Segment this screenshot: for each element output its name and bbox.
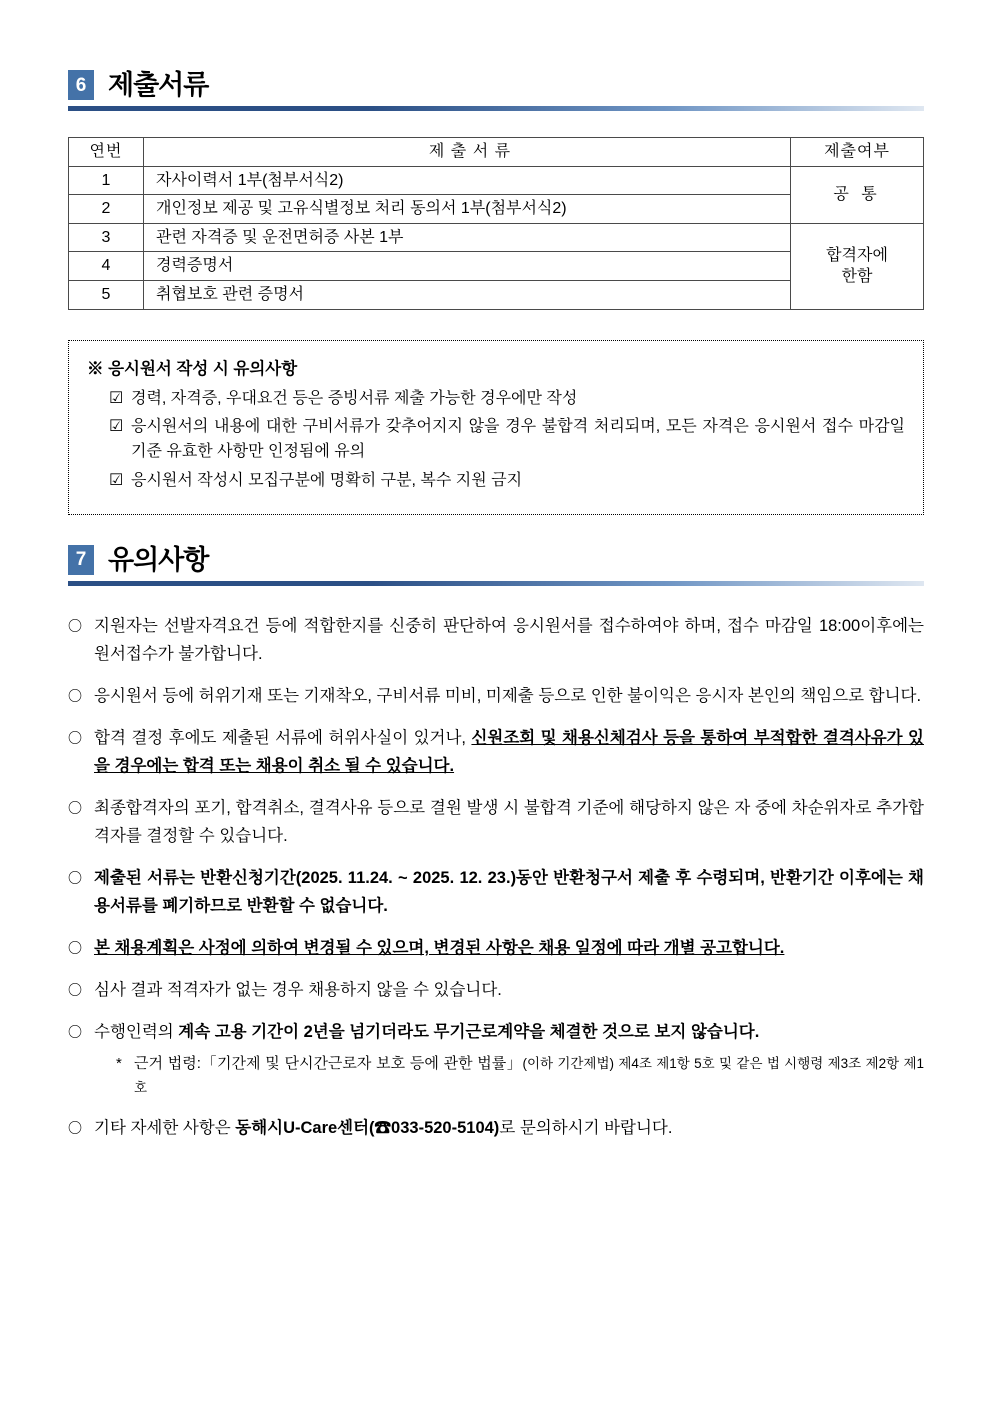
notice-sub-note xyxy=(116,1052,924,1100)
notice-part: 수행인력의 xyxy=(94,1023,179,1042)
notice-part-emphasis: 본 채용계획은 사정에 의하여 변경될 수 있으며, 변경된 사항은 채용 일정에 따라 개별 공고합니다. xyxy=(94,939,785,958)
circle-bullet-icon: 〇 xyxy=(68,940,82,957)
row-document: 취협보호 관련 증명서 xyxy=(144,280,791,309)
submit-passers-line1: 합격자에 xyxy=(826,246,888,264)
notice-part-emphasis: 계속 고용 기간이 2년을 넘기더라도 무기근로계약을 체결한 것으로 보지 않습니다. xyxy=(178,1023,760,1042)
notice-text xyxy=(94,724,924,780)
row-no: 4 xyxy=(69,252,144,281)
table-header-no: 연번 xyxy=(69,138,144,167)
section-header-notices xyxy=(68,545,924,575)
section-divider-rule xyxy=(68,106,924,111)
circle-bullet-icon: 〇 xyxy=(68,1120,82,1137)
notice-item xyxy=(68,794,924,850)
notice-text xyxy=(94,1018,924,1100)
note-item-text: 응시원서 작성시 모집구분에 명확히 구분, 복수 지원 금지 xyxy=(131,471,523,489)
circle-bullet-icon: 〇 xyxy=(68,617,82,634)
notice-part: 합격 결정 후에도 제출된 서류에 허위사실이 있거나, xyxy=(94,728,472,747)
notice-text xyxy=(94,976,924,1004)
note-box-title: ※ 응시원서 작성 시 유의사항 xyxy=(87,359,298,378)
notice-item xyxy=(68,612,924,668)
table-header-document: 제 출 서 류 xyxy=(144,138,791,167)
asterisk-mark: * xyxy=(116,1055,122,1073)
notice-part: 기타 자세한 사항은 xyxy=(94,1119,236,1138)
checkbox-checked-icon: ☑ xyxy=(109,389,124,407)
table-header-submit: 제출여부 xyxy=(791,138,924,167)
notice-part-emphasis: 신원조회 및 채용신체검사 등을 통하여 부적합한 결격사유가 있을 경우에는 합격 또는 채용이 취소 될 수 있습니다. xyxy=(94,728,924,775)
notice-item xyxy=(68,1114,924,1142)
row-submit-passers xyxy=(791,223,924,309)
table-header-row xyxy=(69,138,924,167)
note-item xyxy=(109,469,905,494)
submit-passers-line2: 한함 xyxy=(841,268,873,286)
sub-note-post: (이하 기간제법) 제4조 제1항 5호 및 같은 법 시행령 제3조 제2항 제1호 xyxy=(134,1056,925,1096)
section-number-badge: 7 xyxy=(68,545,94,575)
notice-item xyxy=(68,976,924,1004)
row-no: 3 xyxy=(69,223,144,252)
table-row xyxy=(69,166,924,195)
section-divider-rule xyxy=(68,581,924,586)
notice-part: 최종합격자의 포기, 합격취소, 결격사유 등으로 결원 발생 시 불합격 기준에 해당하지 않은 자 중에 차순위자로 추가합격자를 결정할 수 있습니다. xyxy=(94,798,924,846)
section-title: 유의사항 xyxy=(108,544,209,575)
documents-table xyxy=(68,137,924,310)
note-item-text: 경력, 자격증, 우대요건 등은 증빙서류 제출 가능한 경우에만 작성 xyxy=(131,389,578,407)
notice-text xyxy=(94,934,924,962)
notice-part: 지원자는 선발자격요건 등에 적합한지를 신중히 판단하여 응시원서를 접수하여야 하며, 접수 마감일 18:00이후에는 원서접수가 불가합니다. xyxy=(94,616,924,663)
notice-part: 응시원서 등에 허위기재 또는 기재착오, 구비서류 미비, 미제출 등으로 인한 불이익은 응시자 본인의 책임으로 합니다. xyxy=(94,686,922,705)
notice-text xyxy=(94,1114,924,1142)
section-number-badge: 6 xyxy=(68,70,94,100)
notice-item xyxy=(68,934,924,962)
sub-note-text xyxy=(134,1052,924,1100)
application-note-box xyxy=(68,340,924,515)
notice-item xyxy=(68,724,924,780)
sub-note-law: 「기간제 및 단시간근로자 보호 등에 관한 법률」 xyxy=(200,1055,523,1073)
note-item-text: 응시원서의 내용에 대한 구비서류가 갖추어지지 않을 경우 불합격 처리되며, 모든 자격은 응시원서 접수 마감일 기준 유효한 사항만 인정됨에 유의 xyxy=(131,418,905,461)
circle-bullet-icon: 〇 xyxy=(68,729,82,746)
row-no: 2 xyxy=(69,195,144,224)
notice-text xyxy=(94,682,924,710)
checkbox-checked-icon: ☑ xyxy=(109,471,124,489)
sub-note-pre: 근거 법령: xyxy=(134,1055,201,1073)
row-no: 1 xyxy=(69,166,144,195)
notice-part: 심사 결과 적격자가 없는 경우 채용하지 않을 수 있습니다. xyxy=(94,981,502,1000)
row-document: 관련 자격증 및 운전면허증 사본 1부 xyxy=(144,223,791,252)
section-title: 제출서류 xyxy=(108,70,209,100)
notice-list xyxy=(68,612,924,1143)
row-submit-common: 공 통 xyxy=(791,166,924,223)
row-document: 경력증명서 xyxy=(144,252,791,281)
notice-text xyxy=(94,612,924,668)
notice-item xyxy=(68,1018,924,1100)
contact-center: 동해시U-Care센터(☎033-520-5104) xyxy=(235,1119,500,1138)
circle-bullet-icon: 〇 xyxy=(68,1024,82,1041)
circle-bullet-icon: 〇 xyxy=(68,799,82,816)
notice-text xyxy=(94,794,924,850)
table-row xyxy=(69,223,924,252)
checkbox-checked-icon: ☑ xyxy=(109,418,124,436)
section-header-documents xyxy=(68,70,924,100)
note-item xyxy=(109,387,905,412)
row-no: 5 xyxy=(69,280,144,309)
circle-bullet-icon: 〇 xyxy=(68,982,82,999)
row-document: 자사이력서 1부(첨부서식2) xyxy=(144,166,791,195)
circle-bullet-icon: 〇 xyxy=(68,687,82,704)
notice-item xyxy=(68,682,924,710)
notice-item xyxy=(68,864,924,920)
notice-part: 로 문의하시기 바랍니다. xyxy=(499,1119,673,1138)
note-item xyxy=(109,415,905,465)
circle-bullet-icon: 〇 xyxy=(68,870,82,887)
notice-part-emphasis: 제출된 서류는 반환신청기간(2025. 11.24. ~ 2025. 12. 23.)동안 반환청구서 제출 후 수령되며, 반환기간 이후에는 채용서류를 폐기하므로 반환할 수 없습니다. xyxy=(94,869,924,916)
notice-text xyxy=(94,864,924,920)
row-document: 개인정보 제공 및 고유식별정보 처리 동의서 1부(첨부서식2) xyxy=(144,195,791,224)
